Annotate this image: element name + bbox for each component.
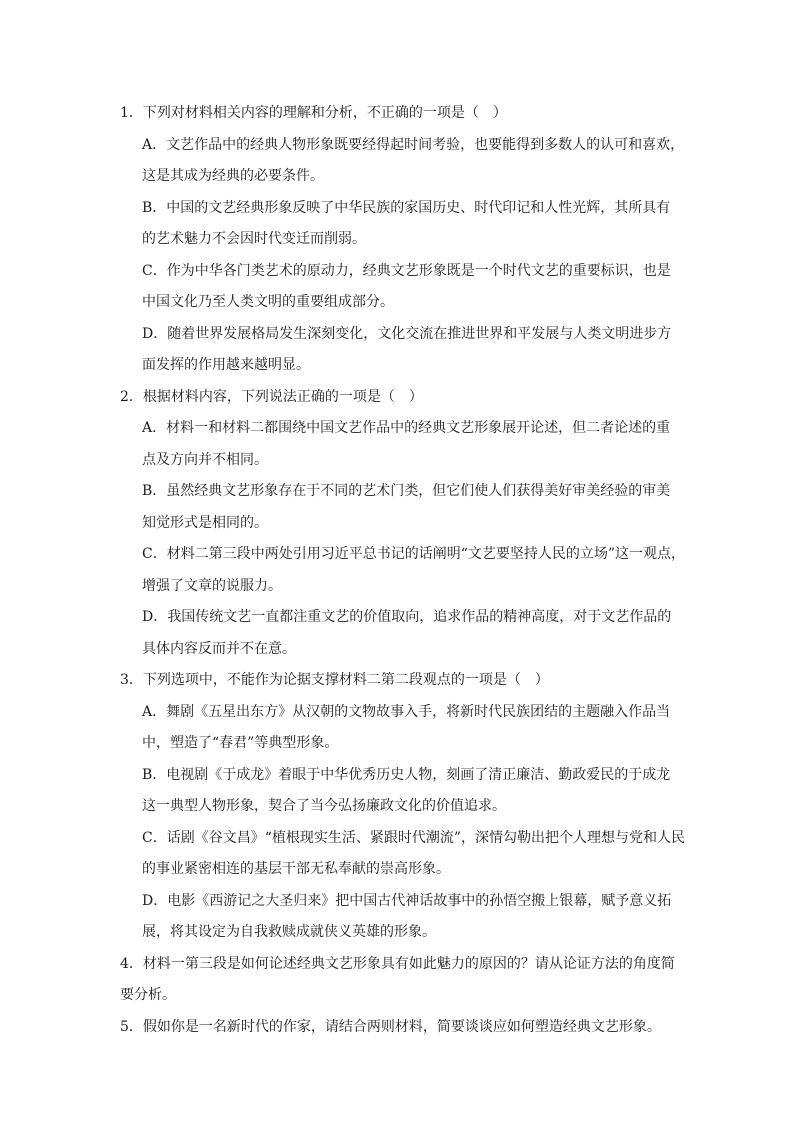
option-2b (142, 476, 680, 539)
question-4 (120, 949, 680, 1012)
option-3b (142, 760, 680, 823)
option-text: 具体内容反而并不在意。 (142, 640, 296, 657)
option-3c (142, 823, 686, 886)
option-text: B．虽然经典文艺形象存在于不同的艺术门类，但它们使人们获得美好审美经验的审美 (142, 483, 671, 499)
option-text: 的艺术魅力不会因时代变迁而削弱。 (142, 231, 366, 247)
option-text: A．材料一和材料二都围绕中国文艺作品中的经典文艺形象展开论述，但二者论述的重 (142, 420, 671, 436)
question-number: 4． (120, 955, 143, 972)
question-number: 2． (120, 388, 143, 405)
option-text: 这一典型人物形象，契合了当今弘扬廉政文化的价值追求。 (142, 798, 506, 814)
option-3a (142, 697, 680, 760)
option-2a (142, 413, 680, 476)
option-text: C．话剧《谷文昌》“植根现实生活、紧跟时代潮流”，深情勾勒出把个人理想与党和人民 (142, 829, 686, 846)
question-list (120, 98, 686, 1043)
option-text: B．电视剧《于成龙》着眼于中华优秀历史人物，刻画了清正廉洁、勤政爱民的于成龙 (142, 766, 671, 783)
question-5-stem (120, 1012, 680, 1044)
option-text: A．舞剧《五星出东方》从汉朝的文物故事入手，将新时代民族团结的主题融入作品当 (142, 703, 671, 720)
option-1a (142, 130, 685, 193)
option-text: 点及方向并不相同。 (142, 451, 268, 468)
question-5 (120, 1012, 680, 1044)
option-text: D．电影《西游记之大圣归来》把中国古代神话故事中的孙悟空搬上银幕，赋予意义拓 (142, 892, 672, 909)
question-2-stem (120, 382, 680, 414)
option-text: 知觉形式是相同的。 (142, 514, 268, 531)
question-text: 下列对材料相关内容的理解和分析，不正确的一项是（ ） (142, 105, 507, 121)
question-number: 1． (120, 105, 143, 121)
option-text: 中，塑造了“春君”等典型形象。 (142, 735, 339, 751)
option-text: D．我国传统文艺一直都注重文艺的价值取向，追求作品的精神高度，对于文艺作品的 (142, 609, 672, 625)
option-1c (142, 256, 680, 319)
question-number: 3． (120, 672, 143, 688)
option-2d (142, 602, 680, 665)
option-text: 中国文化乃至人类文明的重要组成部分。 (142, 294, 394, 310)
question-number: 5． (120, 1018, 143, 1035)
question-3 (120, 665, 680, 697)
option-text: 的事业紧密相连的基层干部无私奉献的崇高形象。 (142, 861, 450, 877)
question-1-stem (120, 98, 680, 130)
option-text: C．作为中华各门类艺术的原动力，经典文艺形象既是一个时代文艺的重要标识，也是 (142, 262, 671, 279)
option-text: A．文艺作品中的经典人物形象既要经得起时间考验，也要能得到多数人的认可和喜欢， (142, 136, 685, 153)
question-text: 假如你是一名新时代的作家，请结合两则材料，简要谈谈应如何塑造经典文艺形象。 (142, 1018, 661, 1035)
option-2c (142, 539, 686, 602)
option-text: C．材料二第三段中两处引用习近平总书记的话阐明“文艺要坚持人民的立场”这一观点， (142, 546, 686, 562)
option-3d (142, 886, 680, 949)
question-3-stem (120, 665, 680, 697)
option-1b (142, 193, 680, 256)
option-text: 面发挥的作用越来越明显。 (142, 357, 310, 373)
option-text: 展，将其设定为自我救赎成就侠义英雄的形象。 (142, 924, 436, 940)
option-text: 增强了文章的说服力。 (142, 577, 282, 594)
option-text: 这是其成为经典的必要条件。 (142, 168, 324, 184)
question-4-stem (120, 949, 680, 981)
question-text-continued: 要分析。 (120, 987, 176, 1003)
question-text: 下列选项中，不能作为论据支撑材料二第二段观点的一项是（ ） (142, 672, 549, 688)
question-text: 根据材料内容，下列说法正确的一项是（ ） (142, 388, 423, 405)
option-text: B．中国的文艺经典形象反映了中华民族的家国历史、时代印记和人性光辉，其所具有 (142, 199, 671, 216)
question-text: 材料一第三段是如何论述经典文艺形象具有如此魅力的原因的？请从论证方法的角度简 (142, 955, 675, 972)
option-1d (142, 319, 680, 382)
question-1 (120, 98, 680, 130)
option-text: D．随着世界发展格局发生深刻变化，文化交流在推进世界和平发展与人类文明进步方 (142, 325, 672, 342)
question-2 (120, 382, 680, 414)
